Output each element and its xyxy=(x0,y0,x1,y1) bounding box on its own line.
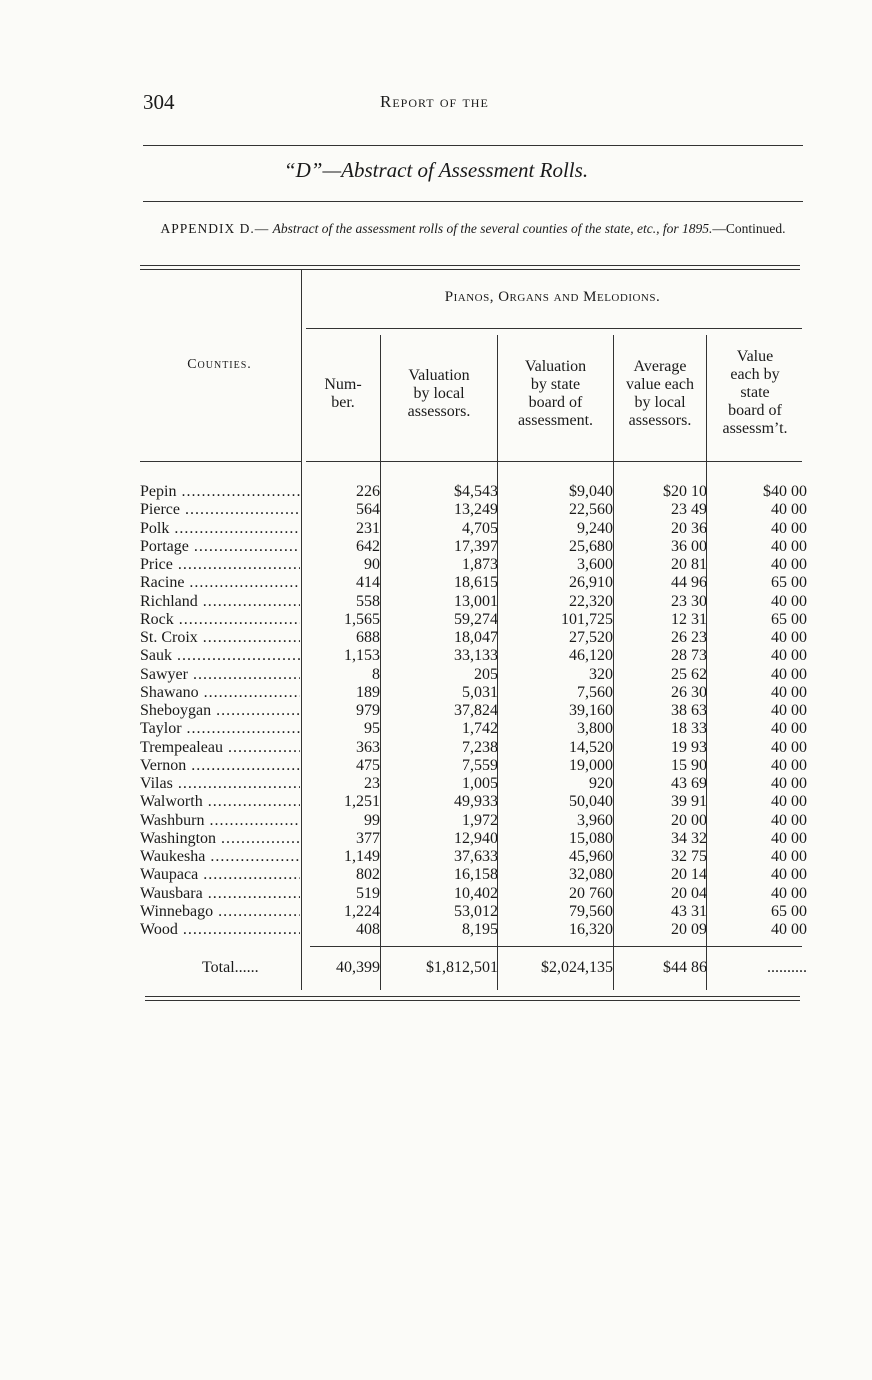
cell-state-valuation: 22,320 xyxy=(569,592,613,610)
cell-number: 189 xyxy=(356,683,380,701)
cell-local-valuation: 37,824 xyxy=(454,702,498,719)
county-name: Waupaca ..... xyxy=(140,866,300,884)
county-name: Washburn ..... xyxy=(140,812,300,830)
cell-state-valuation: 45,960 xyxy=(569,848,613,865)
cell-state-valuation: 3,800 xyxy=(577,720,613,738)
total-number: 40,399 xyxy=(336,959,380,976)
cell-number: 8 xyxy=(372,665,380,683)
column-header-local-valuation xyxy=(381,367,497,421)
table-row xyxy=(140,611,810,629)
header-line: board of xyxy=(528,394,583,411)
cell-state-valuation: 26,910 xyxy=(569,574,613,592)
table-row xyxy=(140,574,810,592)
total-value-state: .......... xyxy=(767,959,807,976)
table-row xyxy=(140,903,810,921)
cell-number: 377 xyxy=(356,829,380,847)
cell-average-local: 19 93 xyxy=(671,738,707,756)
cell-value-state: 40 00 xyxy=(771,738,807,756)
county-name: Sawyer ..... xyxy=(140,666,300,684)
cell-local-valuation: 1,873 xyxy=(462,556,498,573)
cell-average-local: 38 63 xyxy=(671,702,707,719)
cell-state-valuation: 15,080 xyxy=(569,829,613,847)
table-row xyxy=(140,483,810,501)
cell-number: 1,251 xyxy=(344,793,380,811)
cell-state-valuation: 14,520 xyxy=(569,738,613,756)
cell-local-valuation: 5,031 xyxy=(462,683,498,701)
cell-number: 414 xyxy=(356,574,380,592)
cell-value-state: 40 00 xyxy=(771,501,807,519)
total-average-local: $44 86 xyxy=(663,959,707,976)
table-row xyxy=(140,830,810,848)
cell-value-state: 40 00 xyxy=(771,811,807,829)
header-line: by local xyxy=(413,385,465,402)
cell-local-valuation: 53,012 xyxy=(454,902,498,920)
cell-value-state: 40 00 xyxy=(771,647,807,665)
county-name: Sheboygan ..... xyxy=(140,702,300,720)
cell-state-valuation: 27,520 xyxy=(569,629,613,646)
cell-value-state: 40 00 xyxy=(771,592,807,610)
cell-local-valuation: 4,705 xyxy=(462,519,498,537)
counties-header: Counties. xyxy=(187,357,252,372)
counties-header-rule xyxy=(140,461,301,462)
header-line: Valuation xyxy=(524,358,587,375)
cell-average-local: 43 31 xyxy=(671,902,707,920)
table-row xyxy=(140,739,810,757)
cell-average-local: 26 23 xyxy=(671,629,707,646)
column-header-value-state xyxy=(707,348,803,438)
table-row xyxy=(140,757,810,775)
appendix-lead: APPENDIX D.— xyxy=(160,221,270,236)
cell-local-valuation: $4,543 xyxy=(454,483,498,500)
running-head: Report of the xyxy=(380,92,489,111)
table-row xyxy=(140,921,810,939)
cell-state-valuation: 320 xyxy=(589,665,613,683)
table-top-rule xyxy=(140,265,800,266)
table-row xyxy=(140,629,810,647)
cell-average-local: 25 62 xyxy=(671,665,707,683)
table-top-rule-2 xyxy=(140,269,800,270)
cell-average-local: 20 09 xyxy=(671,921,707,938)
header-line: Value xyxy=(736,348,774,365)
cell-local-valuation: 16,158 xyxy=(454,866,498,884)
group-header: Pianos, Organs and Melodions. xyxy=(444,289,661,305)
cell-state-valuation: 9,240 xyxy=(577,519,613,537)
cell-value-state: 40 00 xyxy=(771,756,807,774)
cell-average-local: 44 96 xyxy=(671,574,707,592)
cell-local-valuation: 10,402 xyxy=(454,884,498,902)
cell-state-valuation: 32,080 xyxy=(569,866,613,884)
county-name: Sauk ..... xyxy=(140,647,300,665)
header-line: assessment. xyxy=(517,412,594,429)
cell-state-valuation: 50,040 xyxy=(569,793,613,811)
header-line: assessm’t. xyxy=(722,420,788,437)
cell-value-state: 40 00 xyxy=(771,556,807,573)
cell-number: 23 xyxy=(364,775,380,792)
cell-local-valuation: 205 xyxy=(474,665,498,683)
header-line: board of xyxy=(728,402,782,419)
table-row xyxy=(140,538,810,556)
header-line: by state xyxy=(530,376,581,393)
cell-number: 558 xyxy=(356,592,380,610)
cell-number: 642 xyxy=(356,537,380,555)
total-row xyxy=(140,958,810,978)
total-local-valuation: $1,812,501 xyxy=(426,959,498,976)
county-name: Wood ..... xyxy=(140,921,300,939)
cell-average-local: $20 10 xyxy=(663,483,707,500)
county-name: Vilas ..... xyxy=(140,775,300,793)
cell-average-local: 20 04 xyxy=(671,884,707,902)
cell-local-valuation: 17,397 xyxy=(454,537,498,555)
cell-average-local: 20 00 xyxy=(671,811,707,829)
header-line: ber. xyxy=(331,394,355,411)
column-header-average-local xyxy=(614,358,706,430)
county-name: Richland ..... xyxy=(140,593,300,611)
cell-average-local: 12 31 xyxy=(671,610,707,628)
cell-number: 231 xyxy=(356,519,380,537)
header-line: Num- xyxy=(324,376,362,393)
table-row xyxy=(140,593,810,611)
cell-value-state: 40 00 xyxy=(771,629,807,646)
cell-state-valuation: 20 760 xyxy=(569,884,613,902)
cell-value-state: 40 00 xyxy=(771,720,807,738)
cell-value-state: 40 00 xyxy=(771,866,807,884)
cell-local-valuation: 33,133 xyxy=(454,647,498,665)
cell-state-valuation: 101,725 xyxy=(561,610,613,628)
cell-local-valuation: 12,940 xyxy=(454,829,498,847)
column-header-number xyxy=(306,376,380,412)
cell-number: 408 xyxy=(356,921,380,938)
table-row xyxy=(140,666,810,684)
cell-number: 95 xyxy=(364,720,380,738)
county-name: Price ..... xyxy=(140,556,300,574)
header-line: by local xyxy=(634,394,686,411)
cell-local-valuation: 37,633 xyxy=(454,848,498,865)
cell-number: 979 xyxy=(356,702,380,719)
table-row xyxy=(140,520,810,538)
cell-average-local: 20 81 xyxy=(671,556,707,573)
county-name: Pepin ..... xyxy=(140,483,300,501)
cell-state-valuation: 39,160 xyxy=(569,702,613,719)
cell-average-local: 20 14 xyxy=(671,866,707,884)
table-row xyxy=(140,793,810,811)
county-name: Walworth ..... xyxy=(140,793,300,811)
county-name: Portage ..... xyxy=(140,538,300,556)
cell-average-local: 36 00 xyxy=(671,537,707,555)
header-line: assessors. xyxy=(407,403,471,420)
cell-value-state: 65 00 xyxy=(771,902,807,920)
cell-value-state: 40 00 xyxy=(771,793,807,811)
cell-state-valuation: 7,560 xyxy=(577,683,613,701)
cell-local-valuation: 7,238 xyxy=(462,738,498,756)
header-line: value each xyxy=(626,376,694,393)
page-number: 304 xyxy=(143,90,175,114)
table-row xyxy=(140,556,810,574)
cell-average-local: 43 69 xyxy=(671,775,707,792)
cell-local-valuation: 1,742 xyxy=(462,720,498,738)
title-rule xyxy=(143,201,803,202)
county-name: Shawano ..... xyxy=(140,684,300,702)
cell-local-valuation: 18,615 xyxy=(454,574,498,592)
table-row xyxy=(140,885,810,903)
cell-number: 519 xyxy=(356,884,380,902)
county-name: Taylor ..... xyxy=(140,720,300,738)
cell-local-valuation: 18,047 xyxy=(454,629,498,646)
cell-local-valuation: 59,274 xyxy=(454,610,498,628)
cell-number: 99 xyxy=(364,811,380,829)
cell-average-local: 23 30 xyxy=(671,592,707,610)
table-bottom-rule-2 xyxy=(145,1000,800,1001)
total-label: Total...... xyxy=(202,959,259,976)
table-row xyxy=(140,866,810,884)
table-row xyxy=(140,775,810,793)
cell-state-valuation: 22,560 xyxy=(569,501,613,519)
cell-value-state: 40 00 xyxy=(771,665,807,683)
cell-value-state: 40 00 xyxy=(771,775,807,792)
cell-local-valuation: 13,001 xyxy=(454,592,498,610)
appendix-text: Abstract of the assessment rolls of the several counties of the state, etc., for 1895. xyxy=(272,221,713,236)
header-line: assessors. xyxy=(628,412,692,429)
page-title: “D”—Abstract of Assessment Rolls. xyxy=(283,158,589,182)
county-name: St. Croix ..... xyxy=(140,629,300,647)
county-name: Washington ..... xyxy=(140,830,300,848)
county-name: Winnebago ..... xyxy=(140,903,300,921)
cell-number: 475 xyxy=(356,756,380,774)
cell-average-local: 18 33 xyxy=(671,720,707,738)
header-rule xyxy=(143,145,803,146)
cell-value-state: 40 00 xyxy=(771,537,807,555)
cell-state-valuation: 3,960 xyxy=(577,811,613,829)
cell-value-state: 40 00 xyxy=(771,921,807,938)
cell-local-valuation: 13,249 xyxy=(454,501,498,519)
cell-state-valuation: $9,040 xyxy=(569,483,613,500)
cell-state-valuation: 46,120 xyxy=(569,647,613,665)
cell-local-valuation: 7,559 xyxy=(462,756,498,774)
cell-value-state: 40 00 xyxy=(771,683,807,701)
column-header-state-valuation xyxy=(498,358,613,430)
cell-number: 226 xyxy=(356,483,380,500)
table-row xyxy=(140,647,810,665)
cell-state-valuation: 3,600 xyxy=(577,556,613,573)
cell-value-state: 40 00 xyxy=(771,884,807,902)
cell-number: 1,565 xyxy=(344,610,380,628)
cell-number: 1,153 xyxy=(344,647,380,665)
county-name: Rock ..... xyxy=(140,611,300,629)
group-header-rule xyxy=(306,328,802,329)
table-row xyxy=(140,501,810,519)
county-name: Trempealeau ..... xyxy=(140,739,300,757)
total-rule xyxy=(310,946,802,947)
table-row xyxy=(140,720,810,738)
cell-state-valuation: 920 xyxy=(589,775,613,792)
cell-local-valuation: 1,972 xyxy=(462,811,498,829)
table-row xyxy=(140,848,810,866)
cell-average-local: 15 90 xyxy=(671,756,707,774)
cell-value-state: 65 00 xyxy=(771,610,807,628)
cell-value-state: 40 00 xyxy=(771,519,807,537)
cell-number: 802 xyxy=(356,866,380,884)
appendix-caption xyxy=(138,221,808,237)
county-name: Polk ..... xyxy=(140,520,300,538)
cell-average-local: 28 73 xyxy=(671,647,707,665)
cell-local-valuation: 8,195 xyxy=(462,921,498,938)
table-row xyxy=(140,812,810,830)
county-name: Racine ..... xyxy=(140,574,300,592)
cell-value-state: 40 00 xyxy=(771,702,807,719)
county-name: Vernon ..... xyxy=(140,757,300,775)
header-line: Average xyxy=(633,358,687,375)
header-line: state xyxy=(740,384,770,401)
cell-value-state: 65 00 xyxy=(771,574,807,592)
cell-state-valuation: 16,320 xyxy=(569,921,613,938)
cell-number: 688 xyxy=(356,629,380,646)
cell-local-valuation: 1,005 xyxy=(462,775,498,792)
cell-value-state: 40 00 xyxy=(771,829,807,847)
total-state-valuation: $2,024,135 xyxy=(541,959,613,976)
cell-average-local: 26 30 xyxy=(671,683,707,701)
cell-number: 363 xyxy=(356,738,380,756)
appendix-continued: —Continued. xyxy=(712,221,786,236)
cell-number: 564 xyxy=(356,501,380,519)
table-bottom-rule xyxy=(145,996,800,997)
header-line: Valuation xyxy=(408,367,470,384)
table-row xyxy=(140,702,810,720)
cell-number: 1,224 xyxy=(344,902,380,920)
cell-average-local: 23 49 xyxy=(671,501,707,519)
cell-average-local: 39 91 xyxy=(671,793,707,811)
cell-average-local: 34 32 xyxy=(671,829,707,847)
cell-state-valuation: 79,560 xyxy=(569,902,613,920)
header-line: each by xyxy=(730,366,780,383)
cell-number: 1,149 xyxy=(344,848,380,865)
table-row xyxy=(140,684,810,702)
county-name: Waukesha ..... xyxy=(140,848,300,866)
county-name: Wausbara ..... xyxy=(140,885,300,903)
cell-value-state: 40 00 xyxy=(771,848,807,865)
cell-state-valuation: 25,680 xyxy=(569,537,613,555)
cell-number: 90 xyxy=(364,556,380,573)
cell-value-state: $40 00 xyxy=(763,483,807,500)
cell-average-local: 20 36 xyxy=(671,519,707,537)
cell-average-local: 32 75 xyxy=(671,848,707,865)
county-name: Pierce ..... xyxy=(140,501,300,519)
cell-local-valuation: 49,933 xyxy=(454,793,498,811)
cell-state-valuation: 19,000 xyxy=(569,756,613,774)
